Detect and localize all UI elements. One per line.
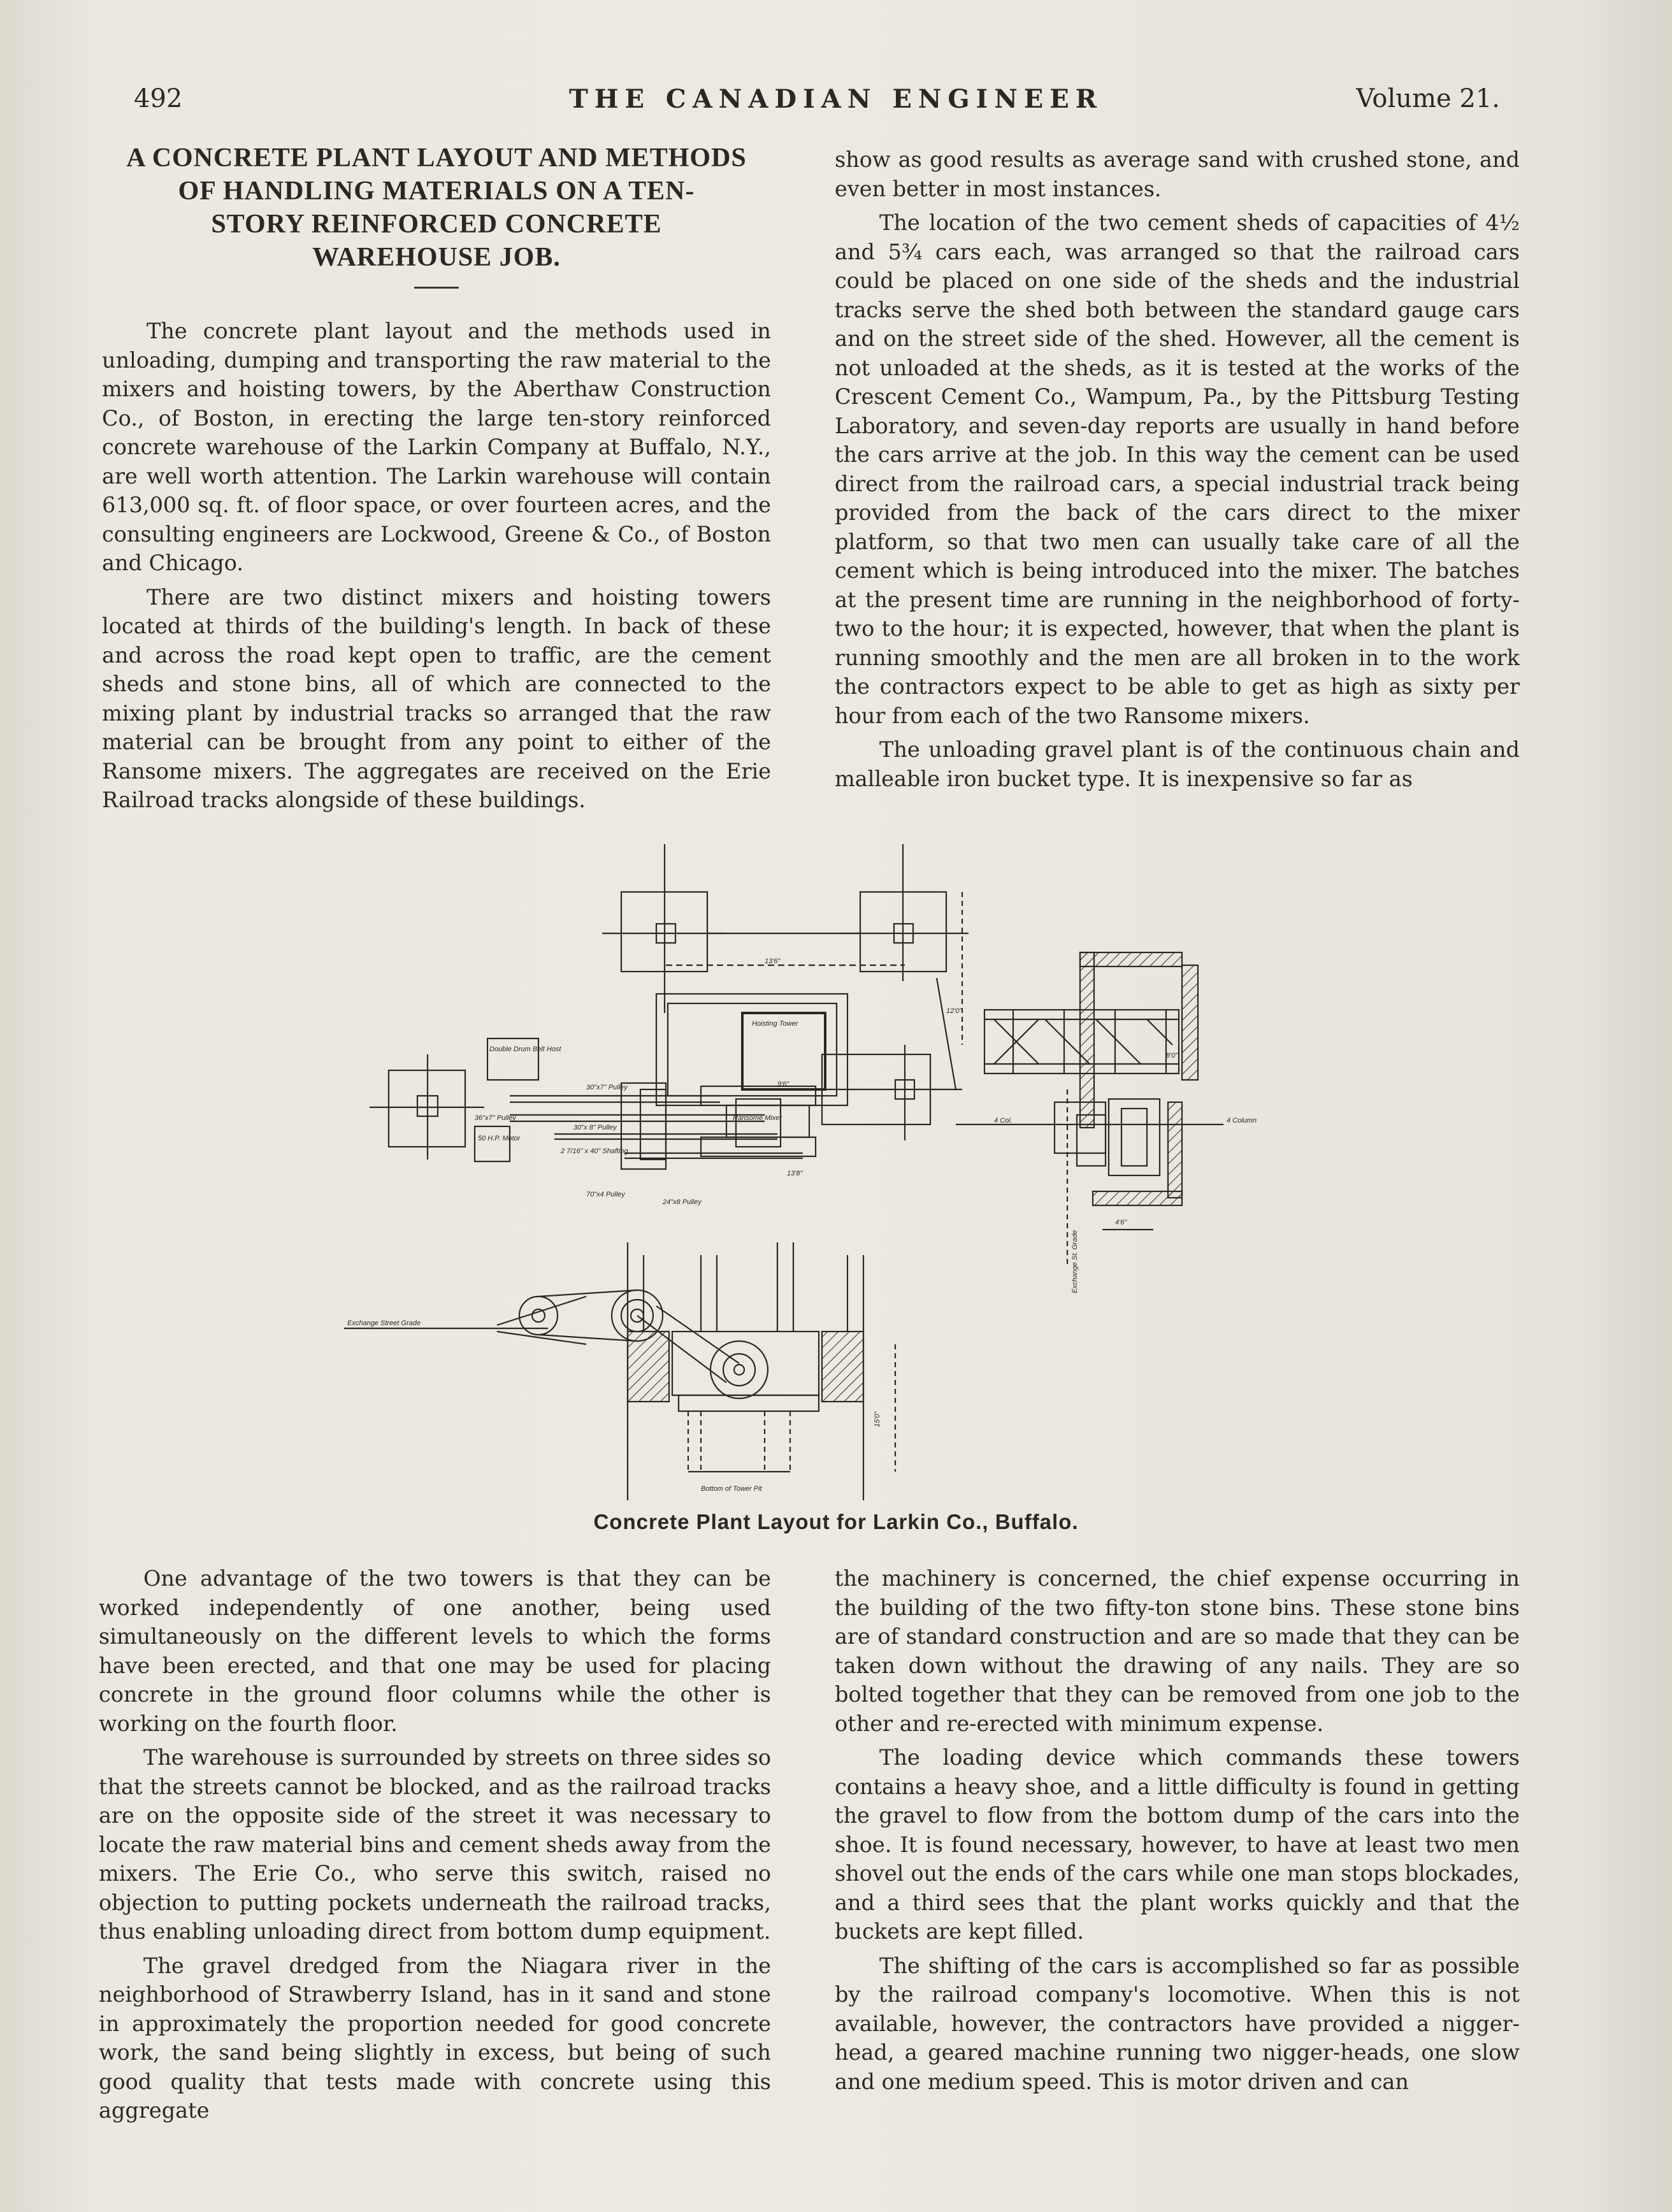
label-hoisting-tower: Hoisting Tower — [752, 1020, 798, 1028]
paragraph: the machinery is concerned, the chief expense occurring in the building of the two fifty-ton stone bins. These stone bins are of standard construction and are so made that they can be taken down without the drawing of any nails. They are so bolted together that they can be removed from one job to the other and re-erected with minimum expense. — [835, 1566, 1520, 1736]
label-street-grade-left: Exchange Street Grade — [347, 1319, 421, 1327]
left-column-top — [102, 141, 771, 815]
paragraph: The concrete plant layout and the methods used in unloading, dumping and transporting the raw material to the mixers and hoisting towers, by the Aberthaw Construction Co., of Boston, in erecting the large ten-story reinforced concrete warehouse of the Larkin Company at Buffalo, N.Y., are well worth attention. The Larkin warehouse will contain 613,000 sq. ft. of floor space, or over fourteen acres, and the consulting engineers are Lockwood, Greene & Co., of Boston and Chicago. — [102, 319, 771, 575]
paragraph: There are two distinct mixers and hoisting towers located at thirds of the building's length. In back of these and across the road kept open to traffic, are the cement sheds and stone bins, all of which are connected to the mixing plant by industrial tracks so arranged that the raw material can be brought from any point to either of the Ransome mixers. The aggregates are received on the Erie Railroad tracks alongside of these buildings. — [102, 584, 771, 812]
paragraph: The shifting of the cars is accomplished so far as possible by the railroad company's locomotive. When this is not available, however, the contractors have provided a nigger-head, a geared machine running two nigger-heads, one slow and one medium speed. This is motor driven and can — [835, 1953, 1520, 2094]
label-shafting: 2 7/16" x 40" Shafting — [561, 1147, 628, 1155]
paragraph: The location of the two cement sheds of capacities of 4½ and 5¾ cars each, was arranged so that the railroad cars could be placed on one side of the sheds and the industrial tracks serve the shed both between the standard gauge cars and on the street side of the shed. However, all the cement is not unloaded at the sheds, as it is tested at the works of the Crescent Cement Co., Wampum, Pa., by the Pittsburg Testing Laboratory, and seven-day reports are usually in hand before the cars arrive at the job. In this way the cement can be used direct from the railroad cars, a special industrial track being provided from the back of the cars direct to the mixer platform, so that two men can usually take care of all the cement which is being introduced into the mixer. The batches at the present time are running in the neighborhood of forty-two to the hour; it is expected, however, that when the plant is running smoothly and the men are all broken in to the work the contractors expect to be able to get as high as sixty per hour from each of the two Ransome mixers. — [835, 210, 1520, 728]
label-dim-mid2: 13'8" — [787, 1170, 803, 1177]
paragraph: The unloading gravel plant is of the continuous chain and malleable iron bucket type. It is inexpensive so far as — [835, 737, 1520, 791]
plant-layout-drawing — [319, 835, 1294, 1507]
right-column-top — [835, 145, 1520, 793]
figure-labels — [347, 958, 1257, 1493]
paragraph: The warehouse is surrounded by streets on three sides so that the streets cannot be blocked, and as the railroad tracks are on the opposite side of the street it was necessary to locate the raw material bins and cement sheds away from the mixers. The Erie Co., who serve this switch, raised no objection to putting pockets underneath the railroad tracks, thus enabling unloading direct from bottom dump equipment. — [99, 1745, 771, 1944]
label-double-drum: Double Drum Belt Host — [489, 1045, 561, 1053]
right-column-bottom — [835, 1564, 1520, 2096]
label-col-right: 4 Column — [1227, 1117, 1257, 1124]
paragraph: show as good results as average sand with crushed stone, and even better in most instances. — [835, 147, 1520, 201]
paragraph: One advantage of the two towers is that they can be worked independently of one another, being used simultaneously on the different levels to which the forms have been erected, and that one may be used for placing concrete in the ground floor columns while the other is working on the fourth floor. — [99, 1566, 771, 1736]
title-divider — [414, 287, 459, 289]
label-pulley-4: 70"x4 Pulley — [586, 1191, 625, 1198]
label-pulley-2: 36"x7" Pulley — [475, 1114, 516, 1122]
label-mixer: Ransome Mixer — [733, 1114, 782, 1122]
label-col-left: 4 Col. — [994, 1117, 1013, 1124]
label-pulley-1: 30"x7" Pulley — [586, 1084, 628, 1091]
label-dim-side: 12'0" — [946, 1007, 962, 1015]
label-street-grade-right: Exchange St. Grade — [1071, 1230, 1079, 1293]
label-dim-top: 13'6" — [765, 958, 781, 965]
label-pulley-5: 24"x8 Pulley — [663, 1198, 702, 1206]
label-dim-right: 8'0" — [1166, 1052, 1178, 1059]
left-column-bottom — [99, 1564, 771, 2125]
label-dim-mid: 9'6" — [777, 1081, 789, 1088]
label-bottom-tower-pit: Bottom of Tower Pit — [701, 1485, 762, 1493]
journal-title: THE CANADIAN ENGINEER — [568, 84, 1104, 114]
label-dim-bottom: 15'0" — [874, 1411, 881, 1427]
plant-layout-figure — [319, 835, 1294, 1507]
label-motor: 50 H.P. Motor — [478, 1135, 521, 1142]
page-number: 492 — [134, 84, 183, 113]
figure-caption: Concrete Plant Layout for Larkin Co., Buffalo. — [593, 1510, 1079, 1533]
label-pulley-3: 30"x 8" Pulley — [573, 1124, 617, 1131]
article-title: A CONCRETE PLANT LAYOUT AND METHODS OF HANDLING MATERIALS ON A TEN- STORY REINFORCED CONCRETE WAREHOUSE JOB. — [126, 143, 747, 272]
label-dim-bottom-right: 4'6" — [1115, 1219, 1127, 1226]
paragraph: The gravel dredged from the Niagara river in the neighborhood of Strawberry Island, has in it sand and stone in approximately the proportion needed for good concrete work, the sand being slightly in excess, but being of such good quality that tests made with concrete using this aggregate — [99, 1953, 771, 2123]
paragraph: The loading device which commands these towers contains a heavy shoe, and a little difficulty is found in getting the gravel to flow from the bottom dump of the cars into the shoe. It is found necessary, however, to have at least two men shovel out the ends of the cars while one man stops blockades, and a third sees that the plant works quickly and that the buckets are kept filled. — [835, 1745, 1520, 1944]
volume-label: Volume 21. — [1356, 84, 1500, 113]
